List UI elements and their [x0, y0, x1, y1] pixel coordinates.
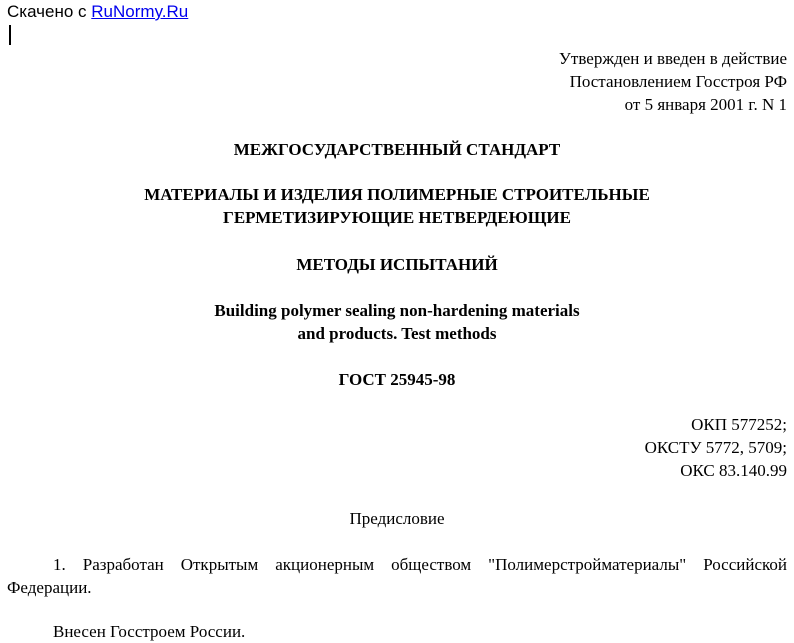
text-cursor	[9, 25, 11, 45]
preface-heading: Предисловие	[349, 509, 445, 528]
document-subtitle: МЕТОДЫ ИСПЫТАНИЙ	[296, 255, 498, 274]
document-title-line: ГЕРМЕТИЗИРУЮЩИЕ НЕТВЕРДЕЮЩИЕ	[223, 208, 571, 227]
english-title	[0, 299, 794, 345]
preface-paragraph-1: 1. Разработан Открытым акционерным обществом "Полимерстройматериалы" Российской Федерации.	[7, 555, 787, 597]
approval-line: Утвержден и введен в действие	[558, 49, 787, 68]
english-title-line: Building polymer sealing non-hardening materials	[214, 301, 580, 320]
preface-paragraph-2: Внесен Госстроем России.	[53, 622, 246, 641]
classification-code: ОКСТУ 5772, 5709;	[644, 438, 787, 457]
runormy-link[interactable]: RuNormy.Ru	[91, 2, 189, 21]
download-source-prefix: Скачено с	[7, 2, 92, 21]
classification-code: ОКП 577252;	[691, 415, 787, 434]
classification-code: ОКС 83.140.99	[680, 461, 787, 480]
document-title-line: МАТЕРИАЛЫ И ИЗДЕЛИЯ ПОЛИМЕРНЫЕ СТРОИТЕЛЬНЫЕ	[144, 185, 650, 204]
interstate-standard-heading: МЕЖГОСУДАРСТВЕННЫЙ СТАНДАРТ	[233, 140, 561, 159]
classification-codes	[645, 413, 787, 482]
approval-block	[559, 47, 787, 116]
download-source-line	[7, 2, 188, 22]
approval-line: Постановлением Госстроя РФ	[569, 72, 787, 91]
gost-number: ГОСТ 25945-98	[338, 370, 456, 389]
approval-line: от 5 января 2001 г. N 1	[624, 95, 787, 114]
english-title-line: and products. Test methods	[297, 324, 497, 343]
document-title	[0, 183, 794, 229]
